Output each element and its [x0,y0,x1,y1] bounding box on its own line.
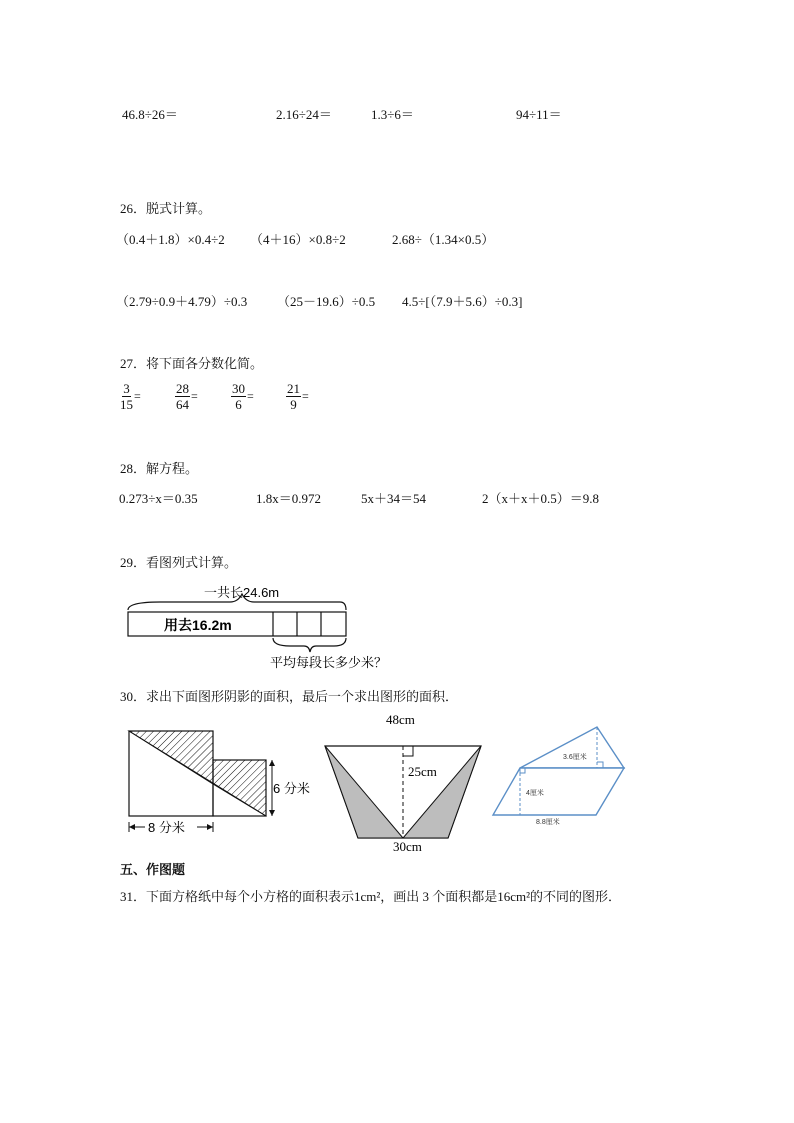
q26-expr-3: 2.68÷（1.34×0.5） [392,232,495,247]
triangle-top [520,727,624,768]
fraction-4 [286,381,309,412]
height-label: 4厘米 [526,790,544,797]
division-1: 46.8÷26＝ [122,107,178,122]
q26-expr-5: （25－19.6）÷0.5 [277,294,376,309]
total-length-label: 一共长24.6m [204,585,280,600]
q26-expr-4: （2.79÷0.9＋4.79）÷0.3 [116,294,248,309]
fraction-3-numerator: 30 [232,381,245,396]
used-length-label: 用去16.2m [164,617,232,633]
total-bar [128,612,346,636]
division-4: 94÷11＝ [516,107,562,122]
q26-title: 26．脱式计算。 [120,201,212,216]
top-length-label: 48cm [386,712,415,727]
fraction-1-denominator: 15 [120,397,133,412]
q31-text: 31．下面方格纸中每个小方格的面积表示1cm²，画出 3 个面积都是16cm²的不同的图形． [120,889,622,904]
arrow-left-icon [129,824,135,830]
arrow-up-icon [269,760,275,766]
fraction-1-numerator: 3 [123,381,130,396]
section-5-heading: 五、作图题 [120,862,186,877]
question-label: 平均每段长多少米？ [270,655,388,670]
fraction-4-denominator: 9 [290,397,297,412]
bottom-length-label: 8.8厘米 [536,819,560,826]
fraction-4-numerator: 21 [287,381,300,396]
fraction-2 [175,381,198,412]
fraction-2-numerator: 28 [176,381,189,396]
arrow-down-icon [269,810,275,816]
fraction-3-denominator: 6 [235,397,242,412]
q28-title: 28．解方程。 [120,461,199,476]
figure-2-trapezoid [318,708,490,856]
fraction-1-equals: = [134,389,141,403]
fraction-3 [231,381,254,412]
fraction-2-equals: = [191,389,198,403]
q30-title: 30．求出下面图形阴影的面积，最后一个求出图形的面积． [120,689,459,704]
fraction-4-equals: = [302,389,309,403]
height-label: 6 分米 [273,781,310,796]
height-label: 25cm [408,764,437,779]
equation-1: 0.273÷x＝0.35 [119,491,198,506]
figure-1-composite-squares [120,722,320,840]
equation-2: 1.8x＝0.972 [256,491,322,506]
division-2: 2.16÷24＝ [276,107,332,122]
fraction-3-equals: = [247,389,254,403]
equation-3: 5x＋34＝54 [361,491,427,506]
q26-expr-1: （0.4＋1.8）×0.4÷2 [116,232,225,247]
q26-expr-2: （4＋16）×0.8÷2 [250,232,346,247]
fraction-1 [120,381,141,412]
figure-3-composite [486,716,636,831]
q27-title: 27．将下面各分数化简。 [120,356,264,371]
top-length-label: 3.6厘米 [563,754,587,761]
segments-brace [273,638,346,652]
q26-expr-6: 4.5÷[（7.9＋5.6）÷0.3] [402,294,523,309]
division-3: 1.3÷6＝ [371,107,414,122]
bottom-length-label: 30cm [393,839,422,854]
q29-title: 29．看图列式计算。 [120,555,238,570]
arrow-right-icon [207,824,213,830]
parallelogram [493,768,624,815]
fraction-2-denominator: 64 [176,397,189,412]
width-label: 8 分米 [148,820,185,835]
equation-4: 2（x＋x＋0.5）＝9.8 [482,491,600,506]
segment-diagram [120,580,400,675]
